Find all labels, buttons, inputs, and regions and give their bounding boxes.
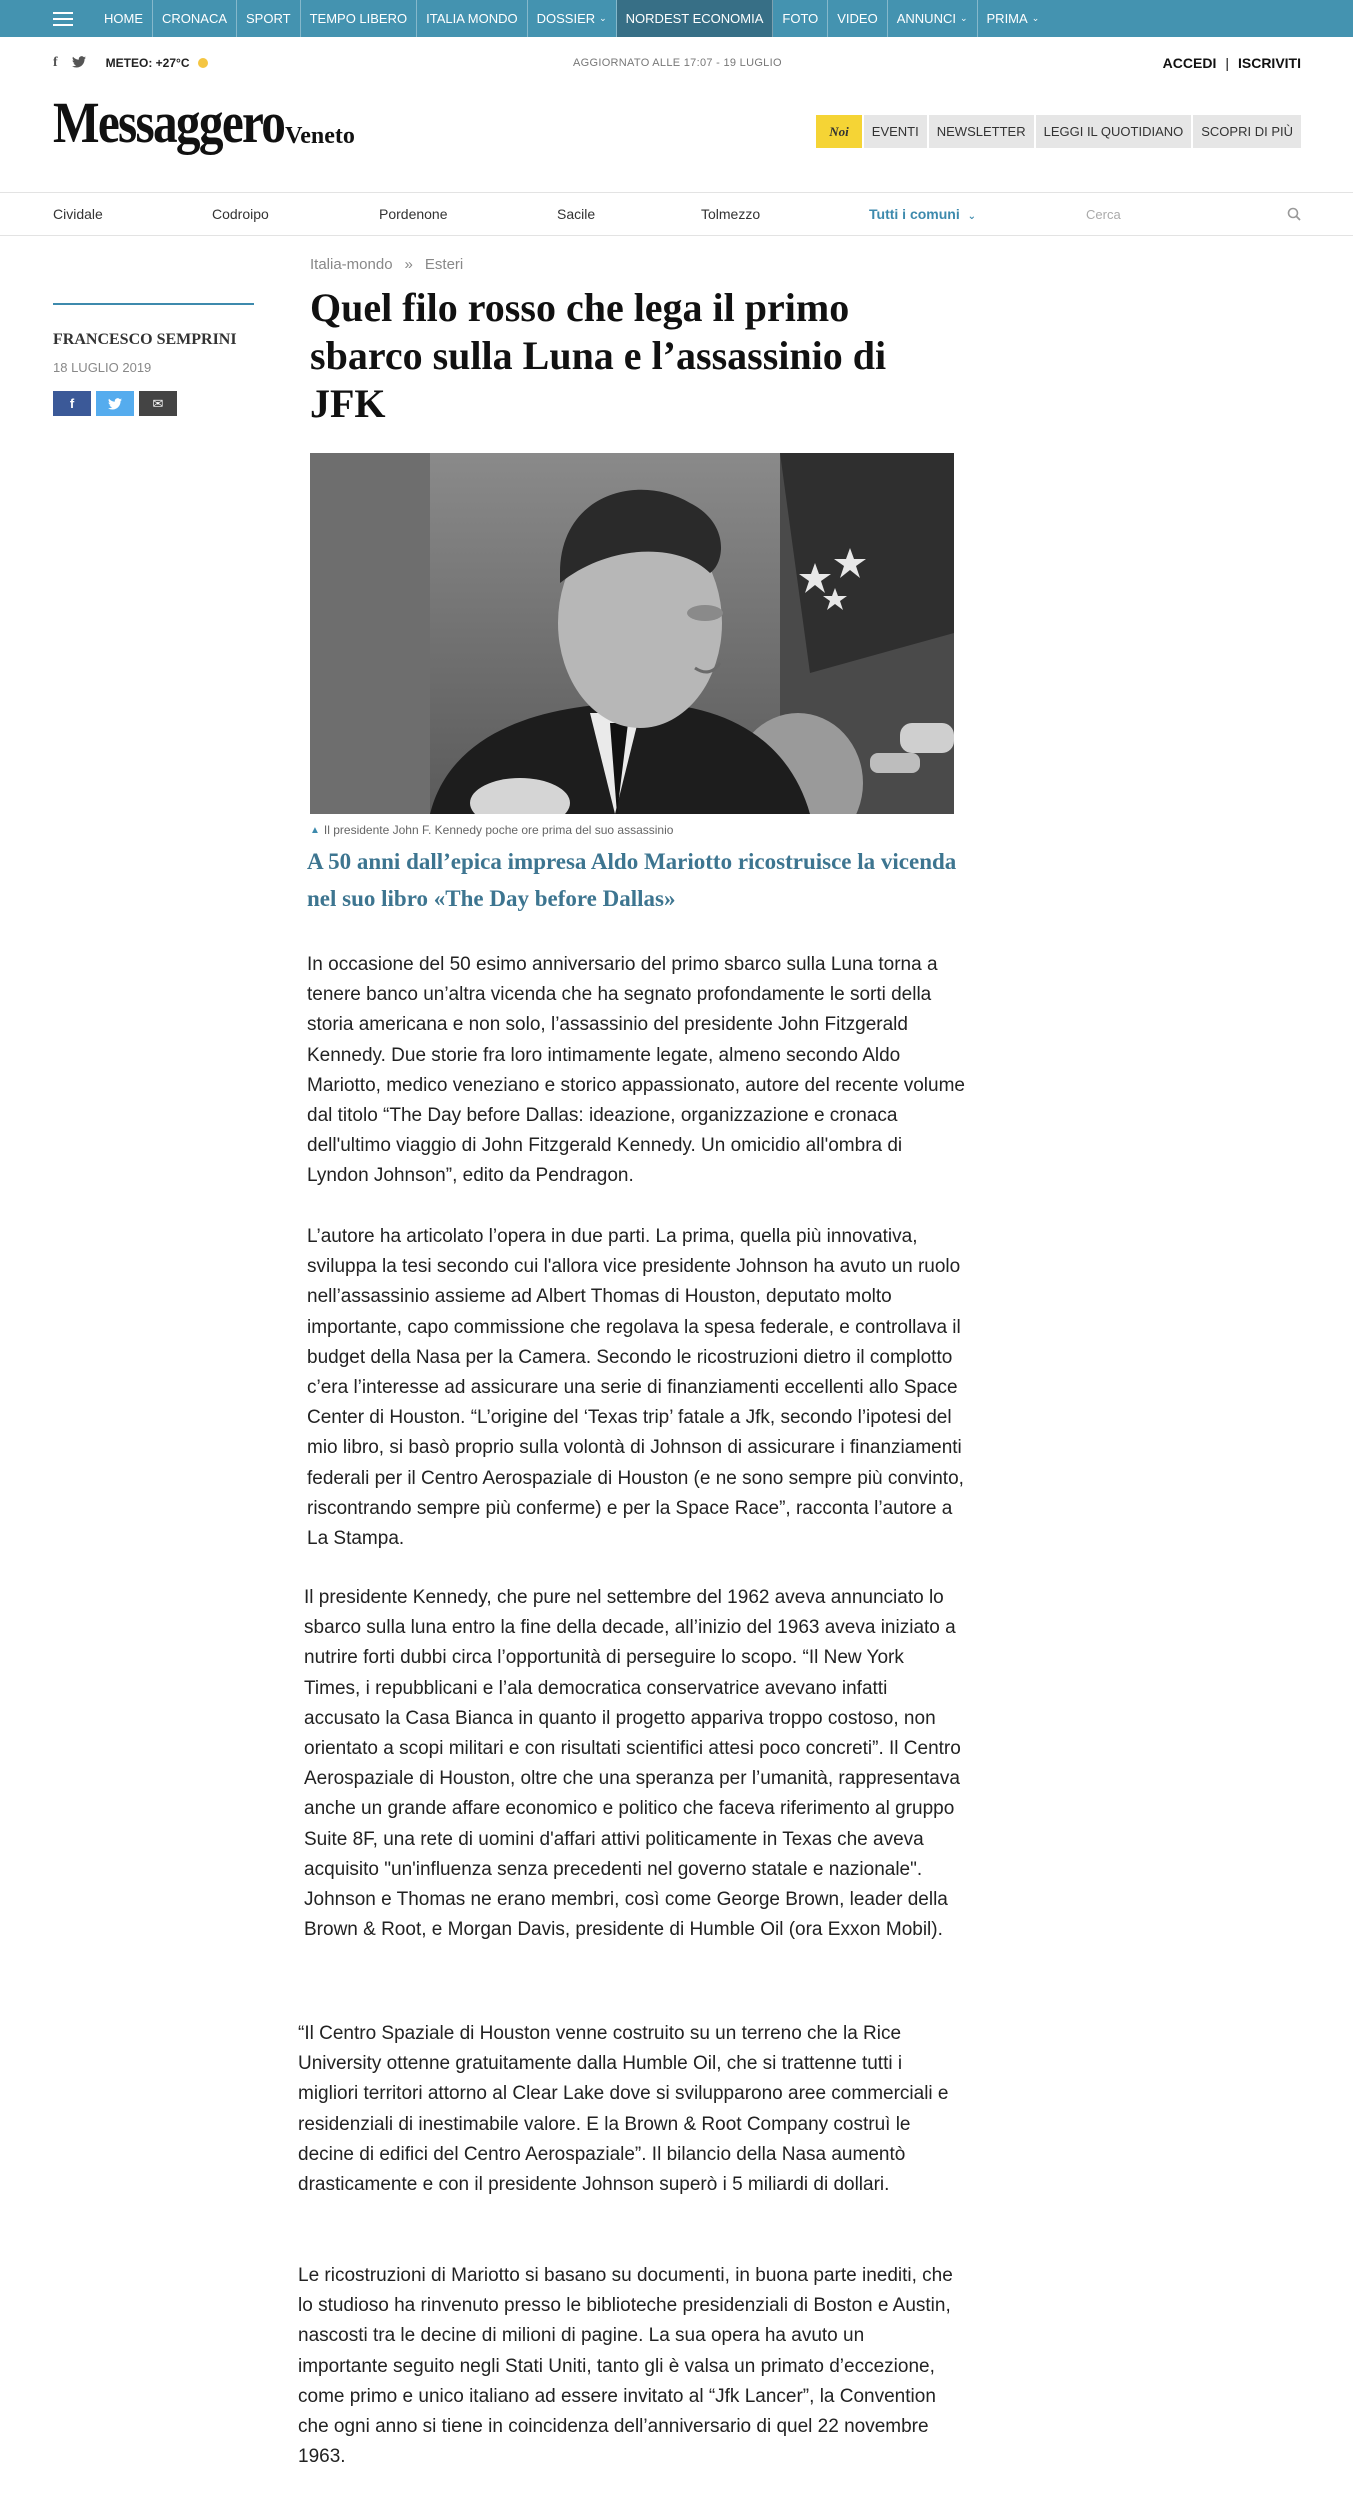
facebook-share-button[interactable]	[53, 391, 91, 416]
search-icon[interactable]	[1287, 207, 1301, 221]
logo-main-text: Messaggero	[53, 90, 285, 155]
nav-item-italia-mondo[interactable]	[417, 0, 528, 37]
all-comuni-label: Tutti i comuni	[869, 206, 960, 222]
nav-item-label: DOSSIER	[536, 11, 596, 26]
photo-caption	[310, 823, 673, 837]
article-paragraph: “Il Centro Spaziale di Houston venne costruito su un terreno che la Rice University ottenne gratuitamente dalla Humble Oil, che si trattenne tutti i migliori territori attorno al Clear Lake dove si svilupparono aree commerciali e residenziali di inestimabile valore. E la Brown & Root Company costruì le decine di edifici del Centro Aerospaziale”. Il bilancio della Nasa aumentò drasticamente e con il presidente Johnson superò i 5 miliardi di dollari.	[298, 2023, 949, 2196]
twitter-icon	[108, 398, 122, 410]
article-paragraph: Il presidente Kennedy, che pure nel settembre del 1962 aveva annunciato lo sbarco sulla luna entro la fine della decade, all’inizio del 1963 aveva iniziato a nutrire forti dubbi circa l’opportunità di perseguire lo scopo. “Il New York Times, i repubblicani e l’ala democratica conservatrice avevano infatti accusato la Casa Bianca in quanto il progetto appariva troppo costoso, non orientato a scopi militari e con risultati scientifici attesi poco concreti”. Il Centro Aerospaziale di Houston, oltre che una speranza per l’umanità, rappresentava anche un grande affare economico e politico che faceva riferimento al gruppo Suite 8F, una rete di uomini d'affari attivi politicamente in Texas che aveva acquisito "un'influenza senza precedenti nel governo statale e nazionale". Johnson e Thomas ne erano membri, così come George Brown, leader della Brown & Root, e Morgan Davis, presidente di Humble Oil (ora Exxon Mobil).	[304, 1587, 961, 1941]
nav-item-video[interactable]	[828, 0, 887, 37]
section-button-noi[interactable]: Noi	[816, 115, 862, 148]
weather-text: METEO: +27°C	[105, 56, 190, 70]
nav-item-label: NORDEST ECONOMIA	[625, 11, 764, 26]
login-link[interactable]: ACCEDI	[1162, 55, 1217, 71]
article-paragraph: L’autore ha articolato l’opera in due parti. La prima, quella più innovativa, sviluppa la tesi secondo cui l'allora vice presidente Johnson ha avuto un ruolo nell’assassinio assieme ad Albert Thomas di Houston, deputato molto importante, capo commissione che regolava la spesa federale, e controllava il budget della Nasa per la Camera. Secondo le ricostruzioni dietro il complotto c’era l’interesse ad assicurare una serie di finanziamenti eccellenti allo Space Center di Houston. “L’origine del ‘Texas trip’ fatale a Jfk, secondo l’ipotesi del mio libro, si basò proprio sulla volontà di Johnson di assicurare i finanziamenti federali per il Centro Aerospaziale di Houston (e ne sono sempre più convinto, riscontrando sempre più conferme) e per la Space Race”, racconta l’autore a La Stampa.	[307, 1226, 964, 1550]
author-name[interactable]: FRANCESCO SEMPRINI	[53, 331, 237, 348]
topnav-items	[95, 0, 1048, 37]
nav-item-label: VIDEO	[837, 11, 878, 26]
nav-item-label: ITALIA MONDO	[426, 11, 518, 26]
nav-item-label: FOTO	[782, 11, 819, 26]
chevron-down-icon: ⌄	[967, 211, 977, 222]
all-comuni-dropdown[interactable]	[869, 206, 976, 222]
nav-item-prima[interactable]	[978, 0, 1049, 37]
nav-item-annunci[interactable]	[888, 0, 978, 37]
auth-separator: |	[1225, 55, 1229, 71]
section-button-leggi-il-quotidiano[interactable]: LEGGI IL QUOTIDIANO	[1036, 115, 1192, 148]
twitter-share-button[interactable]	[96, 391, 134, 416]
article-photo[interactable]	[310, 453, 954, 814]
chevron-down-icon: ⌄	[959, 13, 968, 23]
auth-links	[1163, 55, 1301, 71]
section-button-newsletter[interactable]: NEWSLETTER	[929, 115, 1034, 148]
comune-link[interactable]: Cividale	[53, 206, 103, 222]
last-updated: AGGIORNATO ALLE 17:07 - 19 LUGLIO	[573, 57, 782, 69]
caption-arrow-icon: ▲	[310, 824, 320, 836]
site-logo[interactable]	[53, 90, 355, 155]
nav-item-tempo-libero[interactable]	[301, 0, 418, 37]
sidebar-rule	[53, 303, 254, 305]
menu-icon[interactable]	[53, 12, 73, 26]
publish-date: 18 LUGLIO 2019	[53, 360, 152, 375]
breadcrumb-link[interactable]: Esteri	[424, 256, 464, 273]
nav-item-cronaca[interactable]	[153, 0, 237, 37]
nav-item-label: CRONACA	[162, 11, 228, 26]
breadcrumb	[310, 256, 463, 273]
nav-item-label: ANNUNCI	[896, 11, 956, 26]
nav-item-label: SPORT	[246, 11, 291, 26]
comuni-bar	[53, 193, 1301, 235]
article-paragraph: Le ricostruzioni di Mariotto si basano su documenti, in buona parte inediti, che lo studioso ha rinvenuto presso le biblioteche presidenziali di Boston e Austin, nascosti tra le decine di milioni di pagine. La sua opera ha avuto un importante seguito negli Stati Uniti, tanto gli è valsa un primato d’eccezione, come primo e unico italiano ad essere invitato al “Jfk Lancer”, la Convention che ogni anno si tiene in coincidenza dell’anniversario di quel 22 novembre 1963.	[298, 2265, 953, 2468]
register-link[interactable]: ISCRIVITI	[1237, 55, 1301, 71]
social-links	[53, 55, 86, 71]
share-buttons	[53, 391, 177, 416]
article-subtitle: A 50 anni dall’epica impresa Aldo Mariotto ricostruisce la vicenda nel suo libro «The Day before Dallas»	[307, 849, 957, 911]
comune-link[interactable]: Tolmezzo	[701, 206, 761, 222]
chevron-down-icon: ⌄	[599, 13, 607, 23]
section-links	[816, 115, 1301, 148]
weather-widget[interactable]	[106, 56, 208, 70]
breadcrumb-separator: »	[404, 256, 413, 273]
breadcrumb-link[interactable]: Italia-mondo	[310, 256, 393, 273]
comune-link[interactable]: Pordenone	[379, 206, 448, 222]
nav-item-foto[interactable]	[773, 0, 828, 37]
article-title: Quel filo rosso che lega il primo sbarco sulla Luna e l’assassinio di JFK	[310, 285, 887, 426]
nav-item-dossier[interactable]	[528, 0, 617, 37]
kennedy-photo-illustration	[310, 453, 954, 814]
logo-sub-text: Veneto	[285, 123, 355, 149]
nav-item-nordest-economia[interactable]	[617, 0, 774, 37]
section-button-scopri-di-più[interactable]: SCOPRI DI PIÙ	[1193, 115, 1301, 148]
top-navigation	[0, 0, 1353, 37]
nav-item-label: PRIMA	[986, 11, 1028, 26]
utility-bar	[53, 37, 1301, 89]
facebook-icon: f	[69, 396, 75, 411]
comune-link[interactable]: Codroipo	[212, 206, 269, 222]
article-paragraph: In occasione del 50 esimo anniversario del primo sbarco sulla Luna torna a tenere banco un’altra vicenda che ha segnato profondamente le sorti della storia americana e non solo, l’assassinio del presidente John Fitzgerald Kennedy. Due storie fra loro intimamente legate, almeno secondo Aldo Mariotto, medico veneziano e storico appassionato, autore del recente volume dal titolo “The Day before Dallas: ideazione, organizzazione e cronaca dell'ultimo viaggio di John Fitzgerald Kennedy. Un omicidio all'ombra di Lyndon Johnson”, edito da Pendragon.	[307, 954, 965, 1187]
nav-item-home[interactable]	[95, 0, 153, 37]
chevron-down-icon: ⌄	[1031, 13, 1040, 23]
sun-icon	[198, 58, 208, 68]
nav-item-label: TEMPO LIBERO	[309, 11, 408, 26]
email-share-button[interactable]	[139, 391, 177, 416]
section-button-eventi[interactable]: EVENTI	[864, 115, 927, 148]
facebook-icon[interactable]: f	[53, 55, 58, 70]
comune-link[interactable]: Sacile	[557, 206, 596, 222]
caption-text: Il presidente John F. Kennedy poche ore prima del suo assassinio	[323, 823, 674, 837]
email-icon: ✉	[152, 395, 164, 411]
divider	[0, 235, 1353, 236]
twitter-icon[interactable]	[72, 55, 86, 71]
nav-item-label: HOME	[104, 11, 143, 26]
nav-item-sport[interactable]	[237, 0, 301, 37]
search-input[interactable]: Cerca	[1086, 206, 1121, 222]
